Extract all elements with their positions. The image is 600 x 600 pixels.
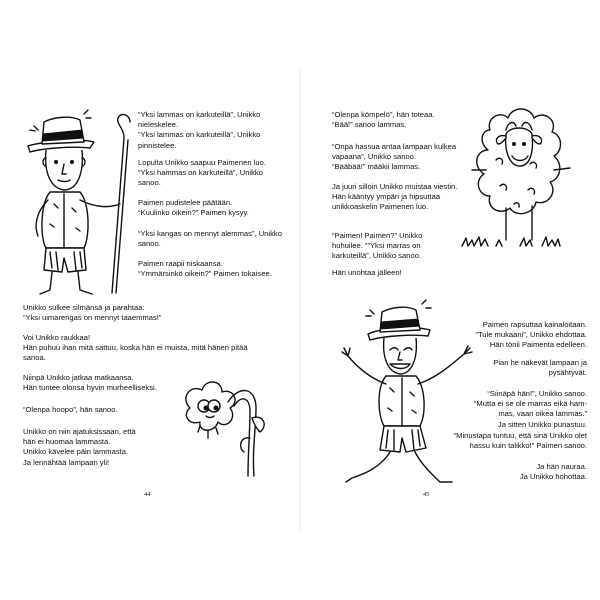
right-paragraph-7: Pian he näkevät lampaan ja pysähtyvät. xyxy=(493,358,587,378)
left-paragraph-6: Unikko sulkee silmänsä ja parahtaa: “Yksi uimarengas on mennyt taaemmas!” xyxy=(23,303,162,323)
right-paragraph-6: Paimen rapsuttaa kainaloitaan. “Tule mukaani”, Unikko ehdottaa. Hän tönii Paimenta edelleen. xyxy=(475,320,587,350)
left-paragraph-1: “Yksi lammas on karkuteillä”, Unikko nieleskelee. “Yksi lammas on karkuteillä”, Unikko pinnistelee. xyxy=(138,110,261,150)
left-paragraph-4: “Yksi kangas on mennyt alemmas”, Unikko sanoo. xyxy=(138,229,282,249)
left-paragraph-7: Voi Unikko raukkaa! Hän puhuu ihan mitä sattuu, koska hän ei muista, mitä hänen pitää sanoa. xyxy=(23,333,248,363)
right-paragraph-4: “Paimen! Paimen?” Unikko huhuilee. “”Yksi marras on karkuteillä”, Unikko sanoo. xyxy=(332,231,423,261)
left-paragraph-3: Paimen pudistelee päätään. “Kuulinko oikein?” Paimen kysyy. xyxy=(138,198,249,218)
sheep-illustration xyxy=(460,100,580,250)
right-paragraph-8: “Siinäpä hän!”, Unikko sanoo. “Mutta ei se ole marras eikä ham- mas, vaan oikea lammas.” Ja sitten Unikko punastuu. xyxy=(473,389,587,429)
right-paragraph-2: “Onpa hassua antaa lampaan kulkea vapaana”, Unikko sanoo. “Bääbää!” määkii lammas. xyxy=(332,142,457,172)
left-paragraph-9: “Olenpa hoopo”, hän sanoo. xyxy=(23,405,118,414)
right-page-number: 45 xyxy=(423,491,430,498)
right-paragraph-3: Ja juuri silloin Unikko muistaa viestin. Hän kääntyy ympäri ja hipsuttaa unikkoaskelin Paimenen luo. xyxy=(332,182,458,212)
left-paragraph-5: Paimen raapii niskaansa. “Ymmärsinkö oikein?” Paimen tokaisee. xyxy=(138,259,272,279)
left-paragraph-10: Unikko on niin ajatuksissaan, että hän ei huomaa lammasta. Unikko kävelee päin lammasta. Ja lennähtää lampaan yli! xyxy=(23,427,136,467)
left-page-number: 44 xyxy=(144,491,151,498)
flower-illustration xyxy=(180,378,270,478)
shepherd-illustration xyxy=(20,108,140,298)
right-paragraph-5: Hän unohtaa jälleen! xyxy=(332,268,402,277)
right-paragraph-9: “Minustapa tuntuu, että sinä Unikko olet hassu kuin talikko!” Paimen sanoo. xyxy=(453,431,587,451)
right-page xyxy=(300,0,600,600)
dancer-illustration xyxy=(340,298,480,493)
right-paragraph-10: Ja hän nauraa. Ja Unikko hohottaa. xyxy=(519,462,587,482)
left-paragraph-2: Lopulta Unikko saapuu Paimenen luo. “Yksi hammas on karkuteillä”, Unikko sanoo. xyxy=(138,158,266,188)
right-paragraph-1: “Olenpa kömpelö”, hän toteaa. “Bää!” sanoo lammas. xyxy=(332,110,435,130)
left-paragraph-8: Niinpä Unikko jatkaa matkaansa. Hän tuntee olonsa hyvin murheelliseksi. xyxy=(23,373,157,393)
